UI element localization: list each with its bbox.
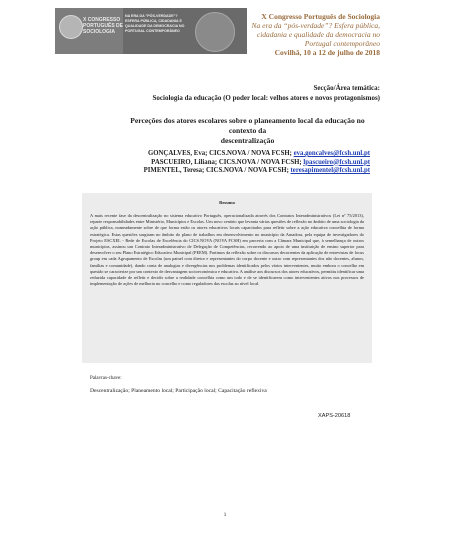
- author-email-link[interactable]: lpascueiro@fcsh.unl.pt: [303, 158, 370, 166]
- conference-theme-line-2: cidadania e qualidade da democracia no: [256, 30, 380, 39]
- author-email-link[interactable]: teresapimentel@fcsh.unl.pt: [290, 167, 370, 174]
- paper-title: [120, 116, 375, 146]
- author-name: GONÇALVES, Eva; CICS.NOVA / NOVA FCSH;: [147, 150, 294, 157]
- banner-theme-text: NA ERA DA "PÓS-VERDADE"? ESFERA PÚBLICA, CIDADANIA E QUALIDADE DA DEMOCRACIA NO PORTUGAL CONTEMPORÂNEO: [125, 14, 185, 33]
- author-list: [100, 150, 370, 176]
- section-label: Secção/Área temática:: [313, 84, 380, 92]
- author-email-link[interactable]: eva.goncalves@fcsh.unl.pt: [293, 150, 370, 157]
- conference-date: Covilhã, 10 a 12 de julho de 2018: [274, 48, 380, 57]
- seal-icon: [195, 12, 235, 52]
- paper-title-line-1: Perceções dos atores escolares sobre o planeamento local da educação no contexto da: [130, 116, 365, 135]
- author-row: [100, 150, 370, 159]
- page-number: 1: [223, 512, 227, 518]
- keywords-label: Palavras-chave:: [90, 376, 122, 381]
- author-row: [100, 159, 370, 168]
- conference-logo-icon: [59, 15, 83, 39]
- conference-header: [230, 12, 380, 57]
- abstract-body: A mais recente fase da descentralização no sistema educativo Português, operacionalizada através dos Contratos Interadministrativos (Lei nº 75/2013), reparte responsabilidades entre Ministério, Municípios e Escolas. Um novo cenário que levanta várias questões de reflexão no âmbito de uma sociologia da ação pública, nomeadamente sobre de que forma estão os atores educativos locais capacitados para refletir sobre a ação educativa concelhia de forma estratégica. Estas questões surgiram no âmbito do plano de trabalhos em desenvolvimento no município da Amadora, pela equipa de investigadores do Projeto ESCXEL - Rede de Escolas de Excelência do CICS.NOVA (NOVA FCSH) em parceria com a Câmara Municipal que, à semelhança de outros municípios, assinou um Contrato Interadministrativo de Delegação de Competências, recorrendo ao apoio de uma instituição de ensino superior para desenvolver o seu Plano Estratégico Educativo Municipal (PEEM). Partimos da reflexão sobre os discursos decorrentes da aplicação de entrevistas de focus group em cada Agrupamento de Escolas (um painel com diretor e representantes do corpo docente e outro com representantes dos não docentes, alunos, famílias e comunidade), dando conta de analogias e divergências nos problemas identificados pelos vários intervenientes, muito embora o concelho em questão se caracterize por um contexto de desvantagem socioeconómica e educativa. A análise aos discursos dos atores educativos, permitiu identificar uma reduzida capacidade de refletir e decidir sobre a realidade concelhia como um todo e de se identificarem como intervenientes ativos nos processos de implementação de ações de melhoria no concelho e como reguladores das escolas ao nível local.: [90, 213, 364, 287]
- banner-conference-title: X CONGRESSO PORTUGUÊS DE SOCIOLOGIA: [83, 17, 124, 35]
- paper-code: XAPS-20618: [318, 413, 351, 419]
- author-name: PIMENTEL, Teresa; CICS.NOVA / NOVA FCSH;: [143, 167, 291, 174]
- section-value: Sociologia da educação (O poder local: velhos atores e novos protagonismos): [152, 94, 380, 102]
- author-row: [100, 167, 370, 176]
- conference-name: X Congresso Português de Sociologia: [261, 12, 380, 21]
- author-name: PASCUEIRO, Liliana; CICS.NOVA / NOVA FCSH;: [151, 158, 304, 166]
- conference-theme-line-3: Portugal contemporâneo: [304, 39, 380, 48]
- paper-title-line-2: descentralização: [220, 136, 275, 145]
- abstract-heading: Resumo: [219, 200, 235, 205]
- abstract-box: [82, 193, 372, 363]
- conference-banner: [55, 8, 247, 54]
- conference-theme-line-1: Na era da “pós-verdade”? Esfera pública,: [251, 21, 380, 30]
- keywords-value: Descentralização; Planeamento local; Participação local; Capacitação reflexiva: [90, 388, 267, 394]
